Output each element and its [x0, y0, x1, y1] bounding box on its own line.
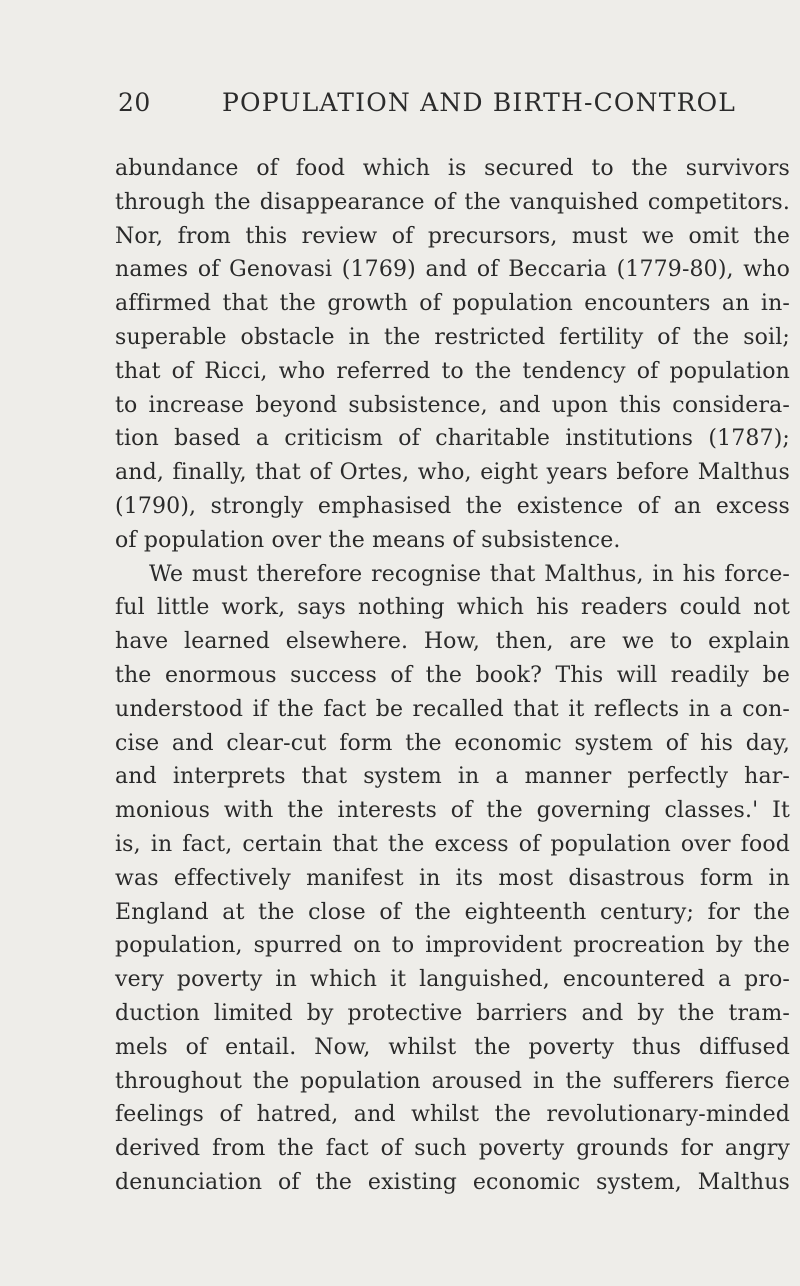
text-line: understood if the fact be recalled that it reflects in a con-: [115, 696, 790, 722]
text-line: superable obstacle in the restricted fertility of the soil;: [115, 324, 790, 350]
text-line: and, finally, that of Ortes, who, eight years before Malthus: [115, 460, 790, 486]
text-line: have learned elsewhere. How, then, are we to explain: [115, 629, 790, 655]
text-line: England at the close of the eighteenth century; for the: [115, 899, 790, 925]
text-line: to increase beyond subsistence, and upon this considera-: [115, 392, 790, 418]
text-line: mels of entail. Now, whilst the poverty thus diffused: [115, 1034, 790, 1060]
text-line: was effectively manifest in its most disastrous form in: [115, 865, 790, 891]
text-line: duction limited by protective barriers and by the tram-: [115, 1000, 790, 1026]
text-line: derived from the fact of such poverty grounds for angry: [115, 1136, 790, 1162]
paragraph-start-line: We must therefore recognise that Malthus, in his force-: [149, 561, 790, 587]
running-title: POPULATION AND BIRTH-CONTROL: [222, 88, 737, 117]
text-line: throughout the population aroused in the sufferers fierce: [115, 1068, 790, 1094]
text-line: that of Ricci, who referred to the tendency of population: [115, 358, 790, 384]
text-line: Nor, from this review of precursors, must we omit the: [115, 223, 790, 249]
text-line: is, in fact, certain that the excess of population over food: [115, 831, 790, 857]
text-line: abundance of food which is secured to the survivors: [115, 156, 790, 181]
text-line: through the disappearance of the vanquished competitors.: [115, 189, 790, 215]
page-number: 20: [118, 88, 151, 117]
text-line: ful little work, says nothing which his readers could not: [115, 595, 790, 621]
text-line: (1790), strongly emphasised the existence of an excess: [115, 493, 790, 519]
text-line: denunciation of the existing economic system, Malthus: [115, 1169, 790, 1195]
text-line: tion based a criticism of charitable institutions (1787);: [115, 426, 790, 452]
text-line: the enormous success of the book? This will readily be: [115, 662, 790, 688]
paragraph-end-line: of population over the means of subsistence.: [115, 527, 621, 553]
text-line: cise and clear-cut form the economic system of his day,: [115, 730, 790, 756]
text-line: population, spurred on to improvident procreation by the: [115, 933, 790, 959]
text-line: monious with the interests of the governing classes.' It: [115, 798, 790, 824]
text-line: names of Genovasi (1769) and of Beccaria (1779-80), who: [115, 257, 790, 283]
body-text: [115, 152, 790, 1200]
text-line: feelings of hatred, and whilst the revolutionary-minded: [115, 1102, 790, 1128]
page-header: [118, 88, 737, 128]
text-line: very poverty in which it languished, encountered a pro-: [115, 967, 790, 993]
text-line: and interprets that system in a manner perfectly har-: [115, 764, 790, 790]
text-line: affirmed that the growth of population encounters an in-: [115, 291, 790, 317]
